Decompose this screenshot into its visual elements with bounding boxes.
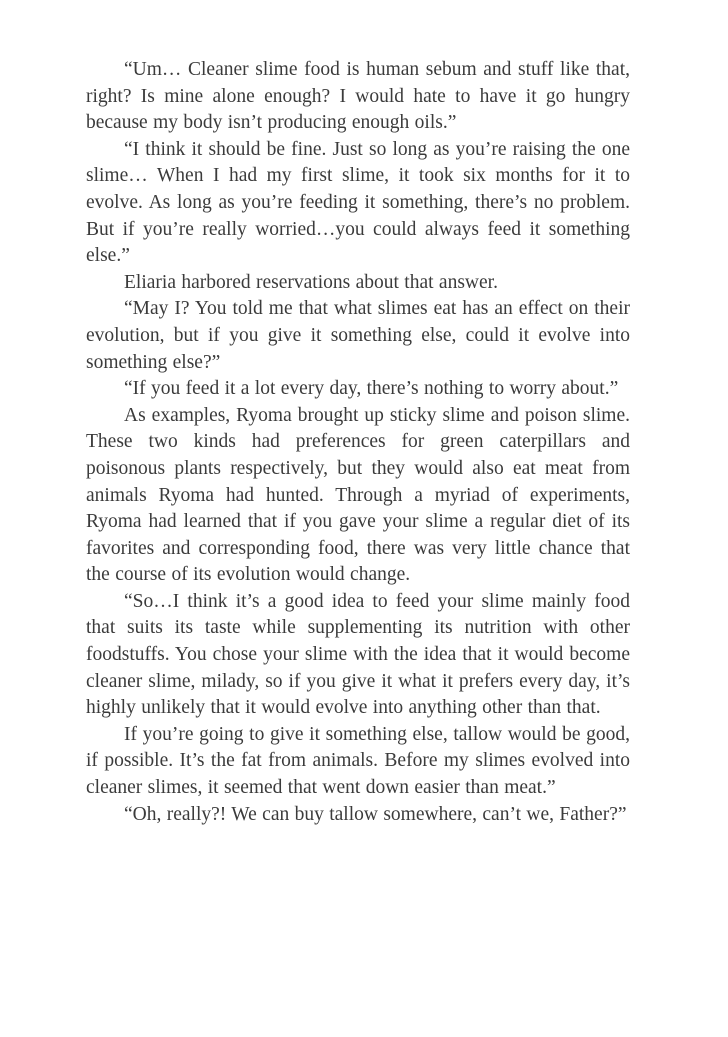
- text-column: [86, 57, 630, 828]
- paragraph-9: “Oh, really?! We can buy tallow somewhere, can’t we, Father?”: [124, 803, 627, 825]
- paragraph-5: “If you feed it a lot every day, there’s nothing to worry about.”: [124, 378, 619, 400]
- paragraph-4: “May I? You told me that what slimes eat has an effect on their evolution, but if you give it something else, could it evolve into something else?”: [86, 298, 630, 373]
- paragraph-6: As examples, Ryoma brought up sticky slime and poison slime. These two kinds had preferences for green caterpillars and poisonous plants respectively, but they would also eat meat from animals Ryoma had hunted. Through a myriad of experiments, Ryoma had learned that if you gave your slime a regular diet of its favorites and corresponding food, there was very little chance that the course of its evolution would change.: [86, 404, 630, 586]
- paragraph-7: “So…I think it’s a good idea to feed your slime mainly food that suits its taste while supplementing its nutrition with other foodstuffs. You chose your slime with the idea that it would become cleaner slime, milady, so if you give it what it prefers every day, it’s highly unlikely that it would evolve into anything other than that.: [86, 590, 630, 719]
- paragraph-1: “Um… Cleaner slime food is human sebum and stuff like that, right? Is mine alone enough? I would hate to have it go hungry because my body isn’t producing enough oils.”: [86, 59, 630, 134]
- paragraph-2: “I think it should be fine. Just so long as you’re raising the one slime… When I had my first slime, it took six months for it to evolve. As long as you’re feeding it something, there’s no problem. But if you’re really worried…you could always feed it something else.”: [86, 138, 630, 267]
- paragraph-3: Eliaria harbored reservations about that answer.: [124, 271, 498, 293]
- paragraph-8: If you’re going to give it something else, tallow would be good, if possible. It’s the fat from animals. Before my slimes evolved into cleaner slimes, it seemed that went down easier than meat.”: [86, 723, 630, 799]
